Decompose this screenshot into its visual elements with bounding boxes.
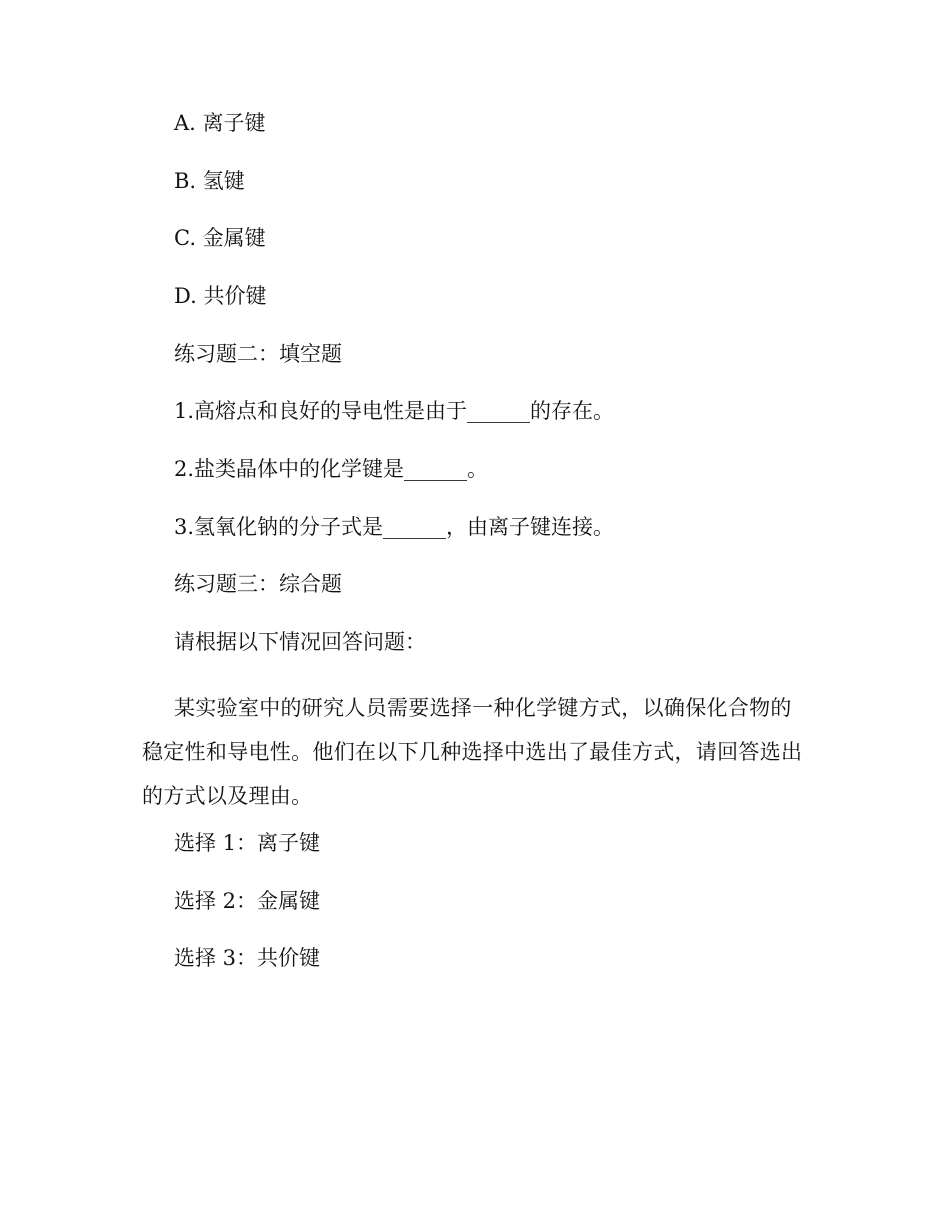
option-a: A. 离子键 [174, 111, 266, 135]
scenario-paragraph: 某实验室中的研究人员需要选择一种化学键方式，以确保化合物的稳定性和导电性。他们在以下几种选择中选出了最佳方式，请回答选出的方式以及理由。 [142, 696, 803, 808]
option-b: B. 氢键 [174, 169, 245, 193]
choice-3: 选择 3：共价键 [174, 946, 321, 970]
choice-2: 选择 2：金属键 [174, 889, 321, 913]
option-c: C. 金属键 [174, 226, 266, 250]
option-d: D. 共价键 [174, 284, 267, 308]
fill-blank-item-1: 1.高熔点和良好的导电性是由于______的存在。 [174, 399, 615, 423]
section2-heading: 练习题二：填空题 [174, 342, 342, 366]
section3-heading: 练习题三：综合题 [174, 572, 342, 596]
choice-1: 选择 1：离子键 [174, 831, 321, 855]
fill-blank-item-3: 3.氢氧化钠的分子式是______，由离子键连接。 [174, 515, 615, 539]
section3-prompt: 请根据以下情况回答问题： [174, 630, 426, 654]
fill-blank-item-2: 2.盐类晶体中的化学键是______。 [174, 457, 489, 481]
